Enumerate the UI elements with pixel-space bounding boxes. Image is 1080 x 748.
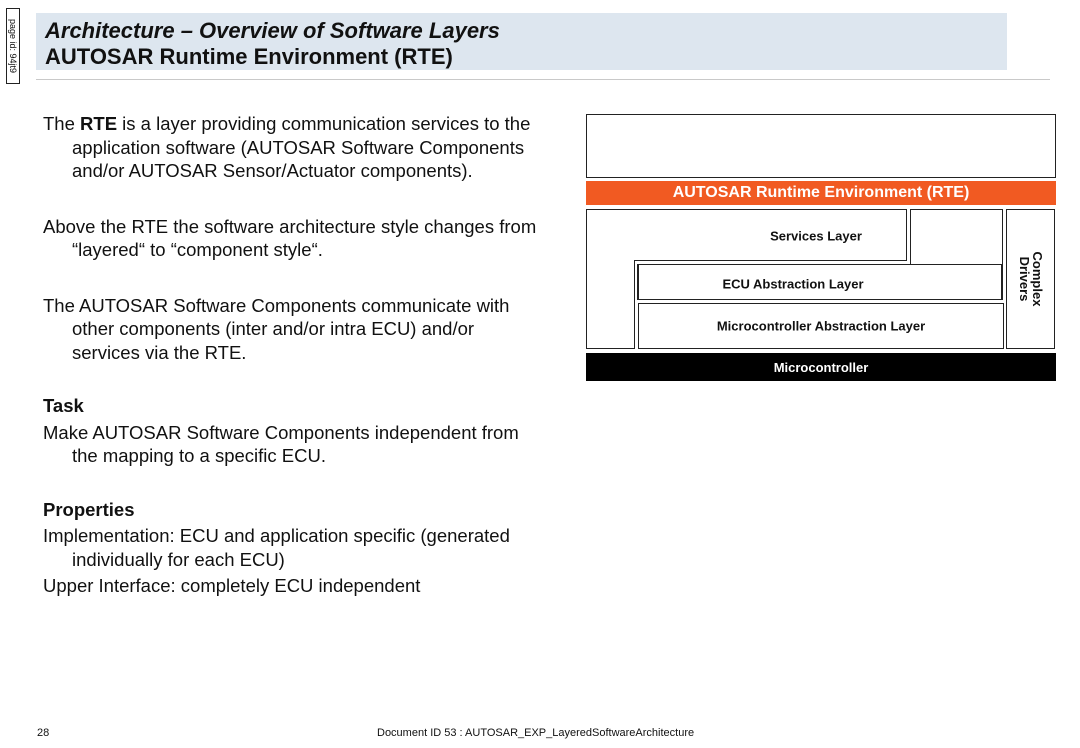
header-divider (36, 79, 1050, 80)
services-layer-label: Services Layer (770, 228, 862, 244)
rte-description (43, 112, 543, 183)
slide-body (43, 112, 543, 601)
page-id-label: page id: 94jt9 (8, 18, 18, 74)
task-heading: Task (43, 395, 84, 416)
communication-text: The AUTOSAR Software Components communicate with other components (inter and/or intra ECU) and/or services via the RTE. (43, 294, 510, 363)
ecu-abstraction-layer-label: ECU Abstraction Layer (722, 276, 864, 292)
page-number: 28 (37, 727, 50, 739)
property-implementation: Implementation: ECU and application specific (generated individually for each ECU) (43, 525, 510, 570)
task-text: Make AUTOSAR Software Components independent from the mapping to a specific ECU. (43, 421, 519, 466)
layered-architecture-diagram (586, 114, 1056, 382)
document-id: Document ID 53 : AUTOSAR_EXP_LayeredSoftwareArchitecture (377, 727, 695, 739)
architecture-style-text: Above the RTE the software architecture style changes from “layered“ to “component style“. (43, 215, 537, 260)
rte-description-rest: is a layer providing communication services to the application software (AUTOSAR Software Components and/or AUTOSAR Sensor/Actuator components). (72, 113, 531, 181)
mcal-layer-label: Microcontroller Abstraction Layer (716, 318, 926, 334)
page-id-box (6, 8, 20, 84)
rte-description-prefix: The (43, 113, 81, 134)
rte-term: RTE (80, 113, 118, 134)
rte-layer-bar: AUTOSAR Runtime Environment (RTE) (586, 181, 1056, 205)
property-upper-interface: Upper Interface: completely ECU independent (43, 575, 421, 596)
slide-title: Architecture – Overview of Software Layers (45, 18, 500, 43)
properties-heading: Properties (43, 498, 135, 520)
microcontroller-bar: Microcontroller (586, 353, 1056, 381)
slide-subtitle: AUTOSAR Runtime Environment (RTE) (45, 44, 453, 69)
complex-drivers-label: Complex Drivers (1016, 251, 1045, 307)
slide-header (36, 13, 1007, 70)
basic-software-outlines (586, 114, 1056, 382)
complex-drivers-box (1006, 209, 1055, 349)
